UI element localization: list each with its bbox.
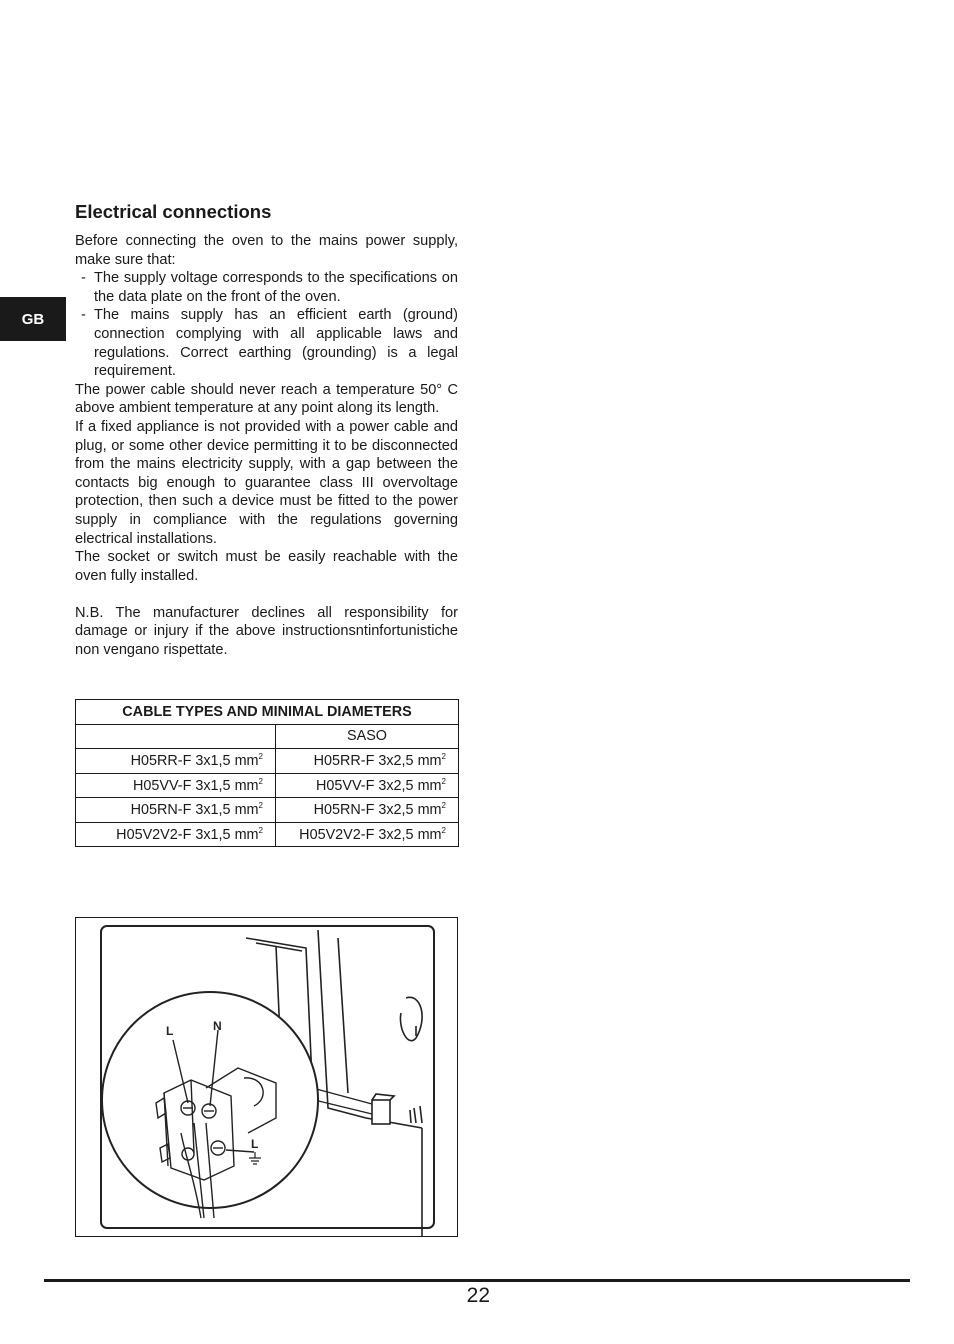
section-body xyxy=(75,232,458,660)
wiring-diagram-svg xyxy=(76,918,457,1236)
table-header-empty xyxy=(76,724,276,749)
label-n: N xyxy=(213,1019,222,1033)
table-cell: H05RR-F 3x1,5 $mm^2$ xyxy=(76,749,276,774)
table-row xyxy=(76,749,459,774)
table-cell: H05RN-F 3x1,5 $mm^2$ xyxy=(76,798,276,823)
table-row xyxy=(76,822,459,847)
cable-types-table xyxy=(75,699,459,847)
section-title: Electrical connections xyxy=(75,201,272,222)
intro-paragraph: Before connecting the oven to the mains power supply, make sure that: xyxy=(75,233,458,268)
paragraph-temperature: The power cable should never reach a temperature 50° C above ambient temperature at any point along its length. xyxy=(75,381,458,417)
language-tab-label: GB xyxy=(21,310,45,328)
terminal-block-illustration xyxy=(75,917,458,1237)
table-row xyxy=(76,773,459,798)
label-earth: L xyxy=(251,1137,259,1151)
list-item-text: The supply voltage corresponds to the specifications on the data plate on the front of the oven. xyxy=(94,270,458,305)
table-cell: H05VV-F 3x2,5 $mm^2$ xyxy=(276,773,459,798)
note-paragraph: N.B. The manufacturer declines all responsibility for damage or injury if the above instructionsntinfortunistiche non vengano rispettate. xyxy=(75,604,458,659)
paragraph-socket: The socket or switch must be easily reachable with the oven fully installed. xyxy=(75,549,458,584)
electrical-connections-section xyxy=(75,200,458,660)
table-cell: H05RN-F 3x2,5 $mm^2$ xyxy=(276,798,459,823)
language-tab xyxy=(0,297,66,341)
paragraph-fixed-appliance: If a fixed appliance is not provided with a power cable and plug, or some other device permitting it to be disconnected from the mains electricity supply, with a gap between the contacts big enough to guarantee class III overvoltage protection, then such a device must be fitted to the power supply in compliance with the regulations governing electrical installations. xyxy=(75,418,458,547)
table-header-saso: SASO xyxy=(276,724,459,749)
table-cell: H05V2V2-F 3x2,5 $mm^2$ xyxy=(276,822,459,847)
table-cell: H05RR-F 3x2,5 $mm^2$ xyxy=(276,749,459,774)
table-cell: H05V2V2-F 3x1,5 $mm^2$ xyxy=(76,822,276,847)
list-item-text: The mains supply has an efficient earth (ground) connection complying with all applicable laws and regulations. Correct earthing (grounding) is a legal requirement. xyxy=(94,307,458,380)
table-row xyxy=(76,798,459,823)
table-caption-row xyxy=(76,700,459,725)
table-header-row xyxy=(76,724,459,749)
table-cell: H05VV-F 3x1,5 $mm^2$ xyxy=(76,773,276,798)
list-item: - The mains supply has an efficient earth (ground) connection complying with all applicable laws and regulations. Correct earthing (grounding) is a legal requirement. xyxy=(81,307,458,380)
label-l: L xyxy=(166,1024,174,1038)
requirements-list xyxy=(75,269,458,381)
list-item: - The supply voltage corresponds to the specifications on the data plate on the front of the oven. xyxy=(81,270,458,305)
page-number: 22 xyxy=(466,1284,490,1307)
table-caption: CABLE TYPES AND MINIMAL DIAMETERS xyxy=(76,700,459,725)
footer-rule xyxy=(44,1279,910,1282)
